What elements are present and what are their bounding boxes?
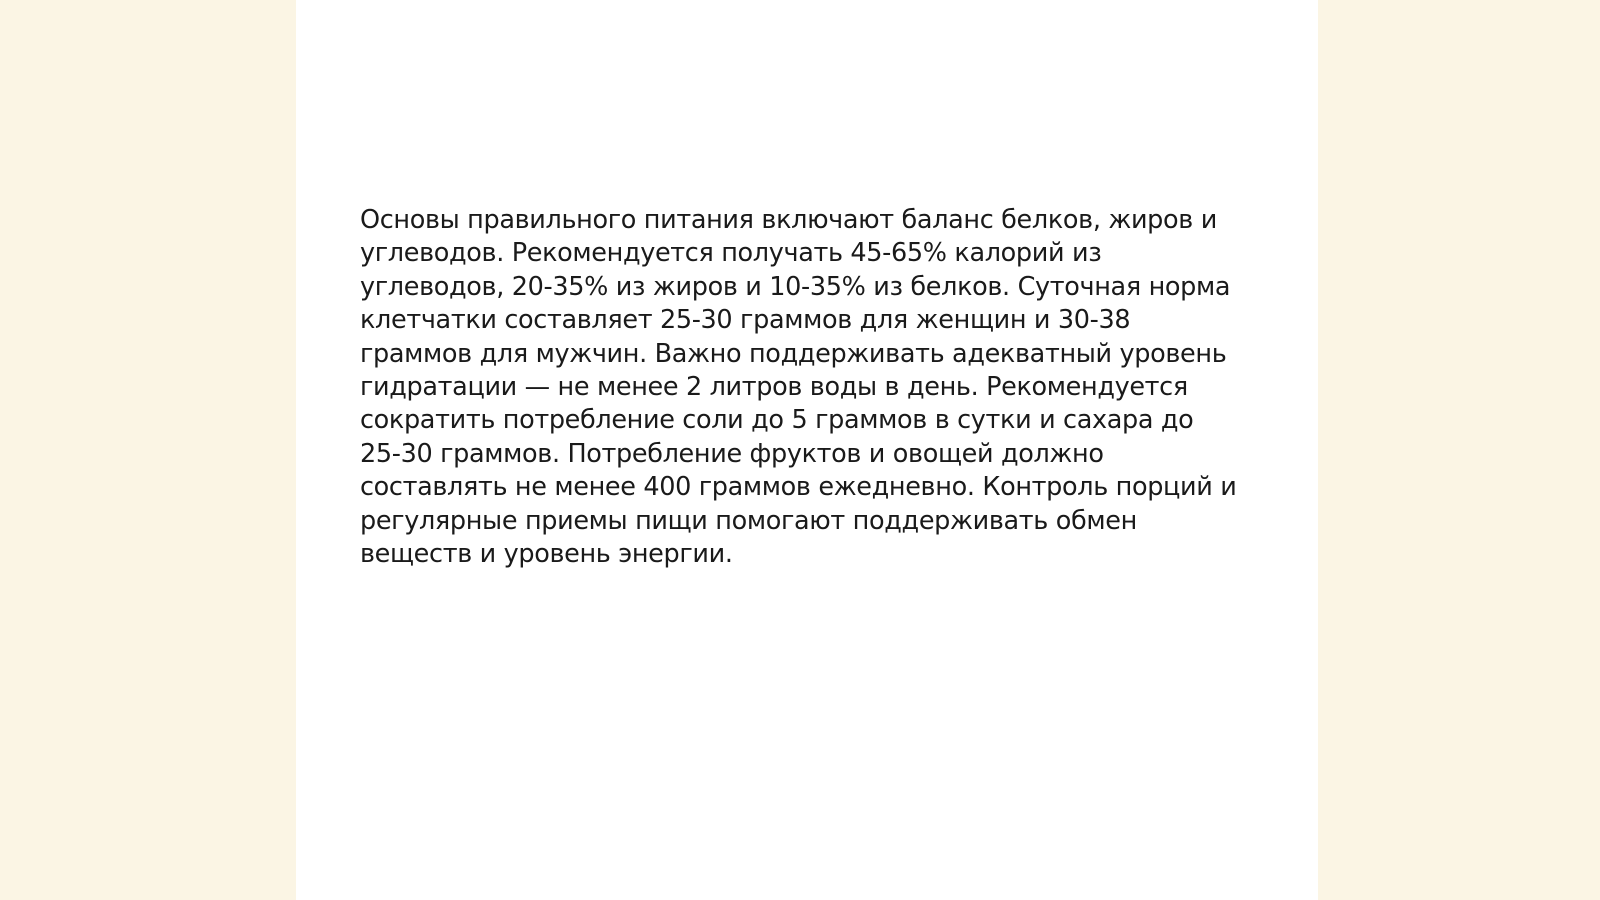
left-background-margin	[0, 0, 296, 900]
right-background-margin	[1318, 0, 1600, 900]
body-paragraph: Основы правильного питания включают баланс белков, жиров и углеводов. Рекомендуется получать 45-65% калорий из углеводов, 20-35% из жиров и 10-35% из белков. Суточная норма клетчатки составляет 25-30 граммов для женщин и 30-38 граммов для мужчин. Важно поддерживать адекватный уровень гидратации — не менее 2 литров воды в день. Рекомендуется сократить потребление соли до 5 граммов в сутки и сахара до 25-30 граммов. Потребление фруктов и овощей должно составлять не менее 400 граммов ежедневно. Контроль порций и регулярные приемы пищи помогают поддерживать обмен веществ и уровень энергии.	[360, 205, 1237, 570]
